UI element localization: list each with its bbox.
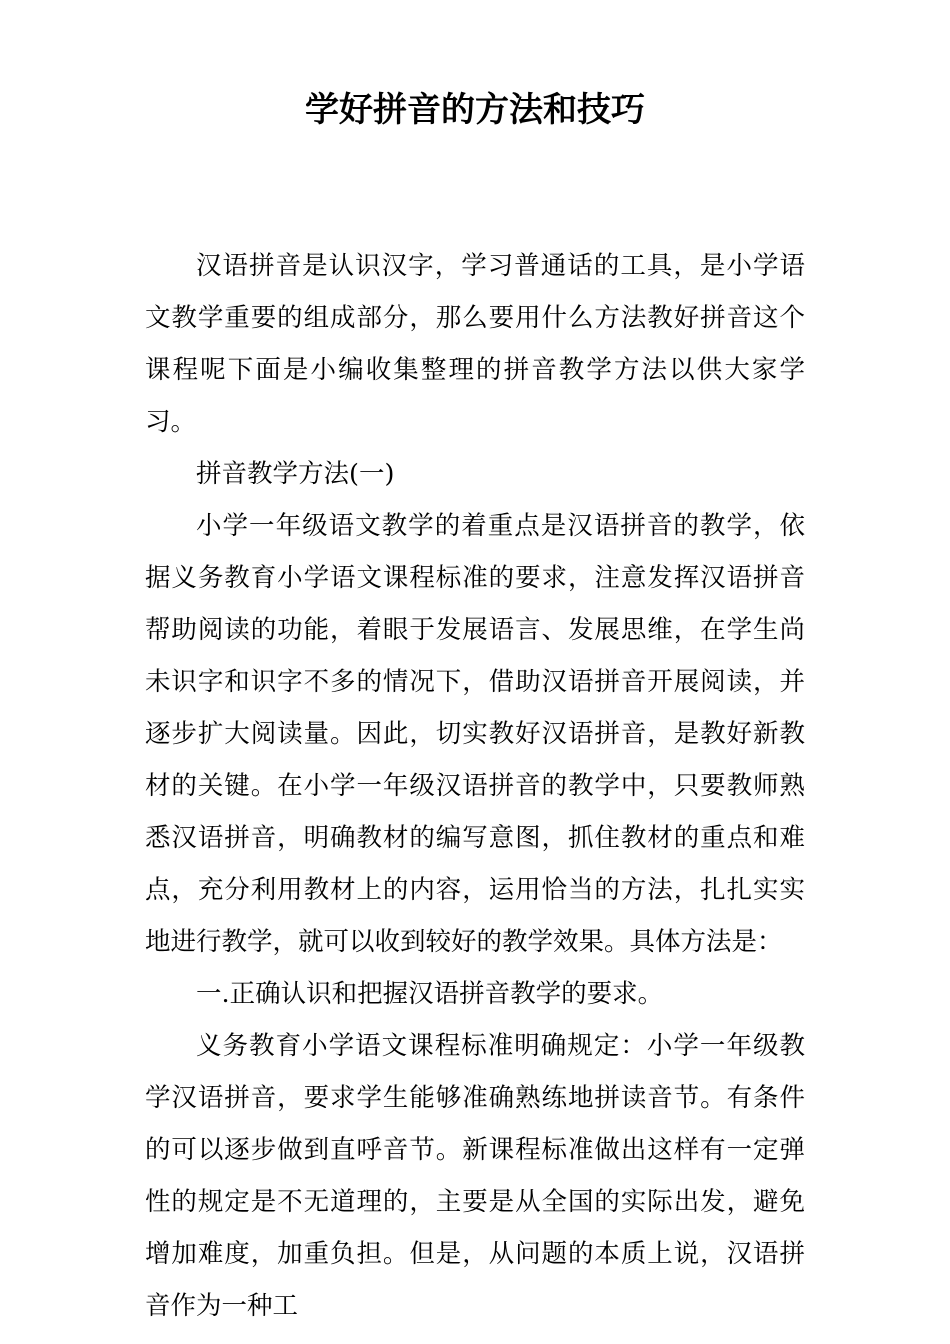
- paragraph-method-overview: 小学一年级语文教学的着重点是汉语拼音的教学，依据义务教育小学语文课程标准的要求，注意发挥汉语拼音帮助阅读的功能，着眼于发展语言、发展思维，在学生尚未识字和识字不多的情况下，借助汉语拼音开展阅读，并逐步扩大阅读量。因此，切实教好汉语拼音，是教好新教材的关键。在小学一年级汉语拼音的教学中，只要教师熟悉汉语拼音，明确教材的编写意图，抓住教材的重点和难点，充分利用教材上的内容，运用恰当的方法，扎扎实实地进行教学，就可以收到较好的教学效果。具体方法是：: [145, 511, 805, 957]
- paragraph-section-heading: 拼音教学方法(一): [196, 459, 395, 489]
- document-title: 学好拼音的方法和技巧: [305, 90, 645, 130]
- paragraph-intro: 汉语拼音是认识汉字，学习普通话的工具，是小学语文教学重要的组成部分，那么要用什么方法教好拼音这个课程呢下面是小编收集整理的拼音教学方法以供大家学习。: [145, 251, 805, 437]
- paragraph-subheading-one: 一.正确认识和把握汉语拼音教学的要求。: [196, 979, 664, 1009]
- paragraph-curriculum-standard: 义务教育小学语文课程标准明确规定：小学一年级教学汉语拼音，要求学生能够准确熟练地拼读音节。有条件的可以逐步做到直呼音节。新课程标准做出这样有一定弹性的规定是不无道理的，主要是从全国的实际出发，避免增加难度，加重负担。但是，从问题的本质上说，汉语拼音作为一种工: [145, 1031, 805, 1321]
- document-body: [145, 240, 805, 1332]
